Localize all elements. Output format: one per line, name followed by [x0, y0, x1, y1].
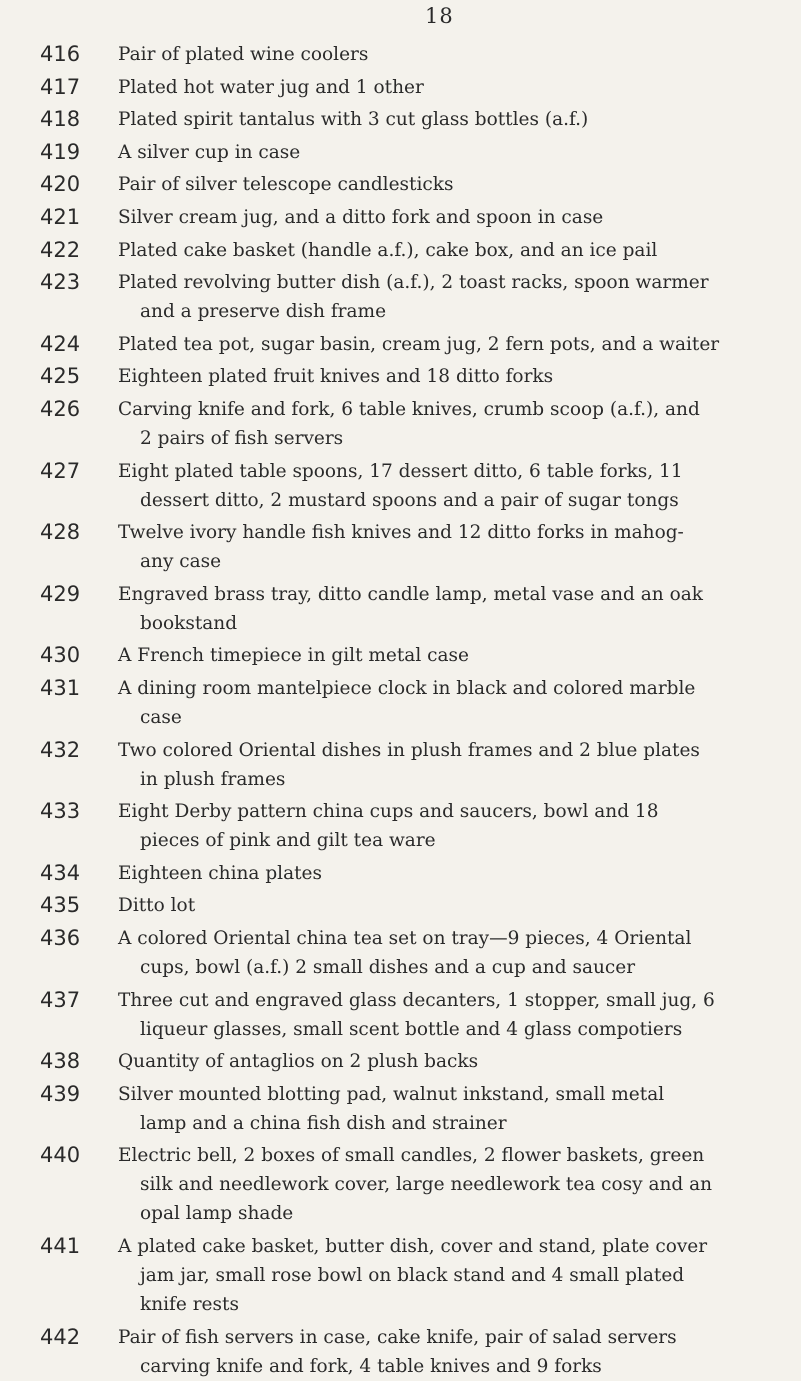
- lot-number: 441: [40, 1234, 81, 1258]
- lot-number: 424: [40, 331, 81, 356]
- lot-description-line: A silver cup in case: [118, 141, 301, 163]
- lot-number: 429: [40, 581, 81, 606]
- lot-number: 428: [40, 520, 81, 545]
- lot-number: 426: [40, 397, 81, 421]
- lot-description-line: 2 pairs of fish servers: [140, 428, 344, 449]
- lot-description-line: Pair of plated wine coolers: [118, 44, 369, 65]
- lot-number: 440: [40, 1143, 81, 1168]
- lot-description-line: cups, bowl (a.f.) 2 small dishes and a cup and saucer: [140, 957, 636, 978]
- lot-description: [118, 138, 794, 167]
- lot-number: 421: [40, 205, 81, 229]
- lot-description-line: Plated tea pot, sugar basin, cream jug, 2 fern pots, and a waiter: [118, 333, 720, 355]
- lot-description-line: bookstand: [140, 612, 238, 634]
- lot-number: 417: [40, 74, 81, 99]
- lot-description-line: carving knife and fork, 4 table knives and 9 forks: [140, 1355, 602, 1377]
- lot-number: 442: [40, 1324, 81, 1349]
- lot-description-line: and a preserve dish frame: [140, 301, 387, 323]
- lot-description: [118, 518, 794, 576]
- lot-description-line: Engraved brass tray, ditto candle lamp, metal vase and an oak: [118, 583, 703, 605]
- lot-description-line: Carving knife and fork, 6 table knives, crumb scoop (a.f.), and: [118, 399, 700, 420]
- lot-description-line: Eighteen china plates: [118, 862, 322, 884]
- lot-number: 420: [40, 172, 81, 197]
- lot-number: 430: [40, 643, 81, 668]
- lot-description-line: knife rests: [140, 1294, 239, 1315]
- lot-description-line: Pair of fish servers in case, cake knife, pair of salad servers: [118, 1326, 677, 1348]
- lot-description: [118, 859, 794, 888]
- lot-description-line: Silver cream jug, and a ditto fork and spoon in case: [118, 207, 604, 228]
- lot-description-line: A French timepiece in gilt metal case: [118, 645, 469, 667]
- page-number: 18: [425, 4, 454, 28]
- lot-number: 436: [40, 926, 81, 950]
- lot-description-line: Two colored Oriental dishes in plush frames and 2 blue plates: [118, 739, 700, 761]
- lot-description-line: Pair of silver telescope candlesticks: [118, 174, 454, 196]
- lot-description: [118, 674, 794, 732]
- lot-description-line: Silver mounted blotting pad, walnut inkstand, small metal: [118, 1083, 665, 1105]
- lot-description: [118, 1232, 794, 1319]
- lot-description-line: Eight plated table spoons, 17 dessert ditto, 6 table forks, 11: [118, 460, 683, 482]
- lot-description-line: lamp and a china fish dish and strainer: [140, 1112, 507, 1134]
- lot-description: [118, 986, 794, 1044]
- lot-description: [118, 1323, 794, 1381]
- lot-description-line: in plush frames: [140, 768, 286, 790]
- lot-number: 425: [40, 364, 81, 389]
- lot-description-line: A plated cake basket, butter dish, cover and stand, plate cover: [118, 1236, 708, 1257]
- lot-description-line: Plated cake basket (handle a.f.), cake box, and an ice pail: [118, 239, 658, 261]
- lot-description: [118, 268, 794, 326]
- lot-description-line: Quantity of antaglios on 2 plush backs: [118, 1051, 479, 1073]
- lot-number: 431: [40, 676, 81, 700]
- lot-description-line: Twelve ivory handle fish knives and 12 ditto forks in mahog-: [118, 522, 684, 544]
- lot-description: [118, 40, 794, 69]
- lot-description: [118, 170, 794, 199]
- lot-description-line: opal lamp shade: [140, 1203, 294, 1225]
- lot-description-line: Three cut and engraved glass decanters, 1 stopper, small jug, 6: [118, 989, 715, 1011]
- lot-description: [118, 330, 794, 359]
- lot-number: 418: [40, 107, 81, 132]
- lot-number: 422: [40, 237, 81, 262]
- lot-description-line: Eighteen plated fruit knives and 18 ditto forks: [118, 366, 554, 388]
- lot-description: [118, 797, 794, 855]
- lot-description: [118, 924, 794, 982]
- lot-number: 438: [40, 1049, 81, 1074]
- lot-number: 432: [40, 737, 81, 762]
- lot-description-line: Eight Derby pattern china cups and saucers, bowl and 18: [118, 801, 659, 823]
- lot-description: [118, 73, 794, 102]
- lot-description-line: any case: [140, 551, 222, 573]
- lot-description: [118, 1047, 794, 1076]
- lot-description-line: silk and needlework cover, large needlework tea cosy and an: [140, 1174, 713, 1196]
- lot-description-line: Plated revolving butter dish (a.f.), 2 toast racks, spoon warmer: [118, 272, 709, 294]
- lot-description: [118, 1080, 794, 1138]
- lot-description-line: case: [140, 707, 182, 728]
- lot-number: 433: [40, 799, 81, 824]
- lot-number: 439: [40, 1081, 81, 1106]
- lot-description: [118, 203, 794, 232]
- lot-number: 435: [40, 893, 81, 918]
- lot-number: 423: [40, 270, 81, 295]
- lot-number: 427: [40, 458, 81, 483]
- lot-description-line: Plated spirit tantalus with 3 cut glass bottles (a.f.): [118, 109, 589, 131]
- lot-number: 416: [40, 42, 81, 66]
- lot-description: [118, 457, 794, 515]
- lot-description-line: Electric bell, 2 boxes of small candles, 2 flower baskets, green: [118, 1145, 705, 1167]
- lot-description: [118, 1141, 794, 1228]
- lot-description-line: dessert ditto, 2 mustard spoons and a pair of sugar tongs: [140, 489, 679, 511]
- lot-description-line: Ditto lot: [118, 895, 196, 917]
- lot-description-line: jam jar, small rose bowl on black stand and 4 small plated: [140, 1265, 685, 1286]
- lot-description-line: A colored Oriental china tea set on tray—9 pieces, 4 Oriental: [118, 928, 692, 949]
- lot-description-line: liqueur glasses, small scent bottle and 4 glass compotiers: [140, 1018, 683, 1040]
- lot-description: [118, 236, 794, 265]
- lot-description: [118, 641, 794, 670]
- lot-description: [118, 580, 794, 638]
- lot-description: [118, 736, 794, 794]
- lot-description-line: Plated hot water jug and 1 other: [118, 76, 424, 98]
- lot-number: 434: [40, 860, 81, 885]
- lot-description: [118, 395, 794, 453]
- lot-description: [118, 891, 794, 920]
- lot-number: 419: [40, 139, 81, 164]
- lot-number: 437: [40, 987, 81, 1012]
- lot-description: [118, 362, 794, 391]
- lot-description-line: A dining room mantelpiece clock in black and colored marble: [118, 678, 696, 699]
- lot-description-line: pieces of pink and gilt tea ware: [140, 830, 436, 852]
- lot-description: [118, 105, 794, 134]
